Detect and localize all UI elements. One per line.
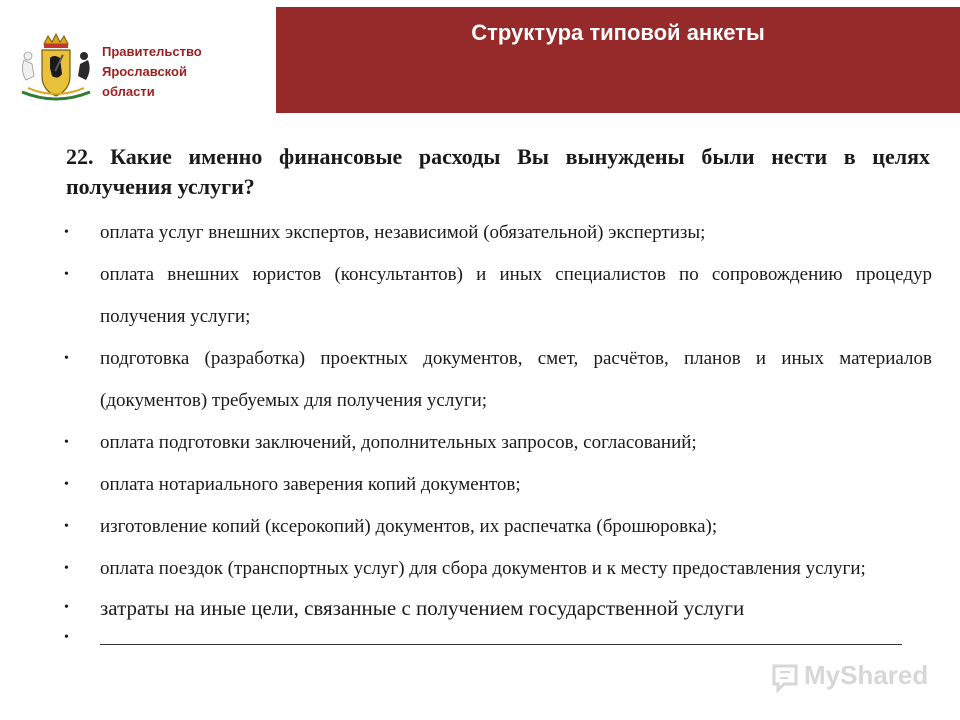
slide-title: Структура типовой анкеты <box>471 20 765 45</box>
list-item <box>64 422 932 464</box>
list-item-text: оплата услуг внешних экспертов, независимой (обязательной) экспертизы; <box>100 222 706 243</box>
bullet-icon: • <box>64 519 69 534</box>
blank-answer-line <box>100 644 902 645</box>
bullet-icon: • <box>64 435 69 450</box>
myshared-logo-icon <box>770 660 800 694</box>
list-item <box>64 254 932 338</box>
bullet-icon: • <box>64 351 69 366</box>
list-item-text: оплата нотариального заверения копий документов; <box>100 474 521 495</box>
bullet-icon: • <box>64 600 69 615</box>
bullet-icon: • <box>64 267 69 282</box>
yaroslavl-coat-of-arms-icon <box>14 30 98 108</box>
list-item <box>64 548 932 590</box>
list-item-text: подготовка (разработка) проектных документов, смет, расчётов, планов и иных материалов (документов) требуемых для получения услуги; <box>100 348 932 411</box>
org-line: области <box>102 84 155 99</box>
list-item <box>64 506 932 548</box>
list-item <box>64 212 932 254</box>
list-item <box>64 464 932 506</box>
organization-name <box>102 42 262 102</box>
bullet-icon: • <box>64 630 69 645</box>
watermark-text: MyShared <box>804 660 929 690</box>
bullet-icon: • <box>64 477 69 492</box>
answer-list <box>64 212 932 654</box>
bullet-icon: • <box>64 225 69 240</box>
question-text: 22. Какие именно финансовые расходы Вы вынуждены были нести в целях получения услуги? <box>66 144 930 199</box>
list-item <box>64 594 932 622</box>
list-item-blank <box>64 622 932 654</box>
list-item-text: затраты на иные цели, связанные с получением государственной услуги <box>100 596 745 620</box>
org-line: Правительство <box>102 44 202 59</box>
watermark <box>770 658 938 696</box>
header-bar <box>276 7 960 113</box>
list-item-text: оплата поездок (транспортных услуг) для сбора документов и к месту предоставления услуги; <box>100 558 866 579</box>
org-line: Ярославской <box>102 64 187 79</box>
logo-block <box>14 30 264 110</box>
list-item-text: оплата подготовки заключений, дополнительных запросов, согласований; <box>100 432 697 453</box>
list-item-text: оплата внешних юристов (консультантов) и иных специалистов по сопровождению процедур получения услуги; <box>100 264 932 327</box>
bullet-icon: • <box>64 561 69 576</box>
list-item <box>64 338 932 422</box>
list-item-text: изготовление копий (ксерокопий) документов, их распечатка (брошюровка); <box>100 516 718 537</box>
